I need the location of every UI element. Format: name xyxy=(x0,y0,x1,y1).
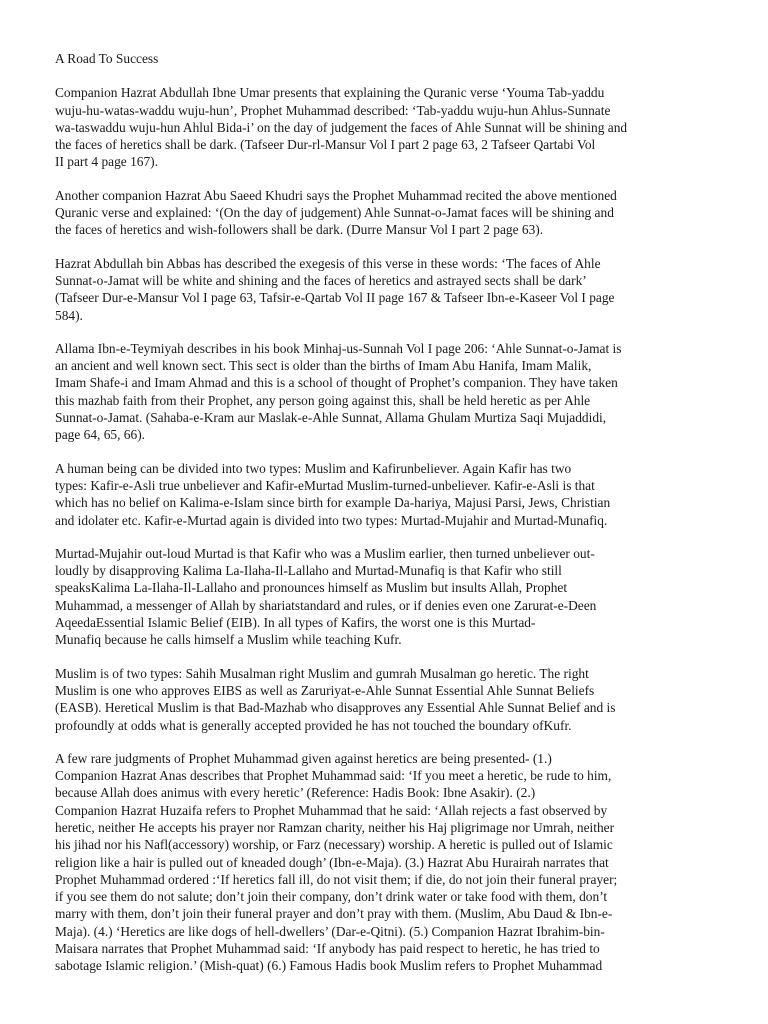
text-line: an ancient and well known sect. This sect is older than the births of Imam Abu Hanifa, Imam Malik, xyxy=(55,358,592,374)
text-line: which has no belief on Kalima-e-Islam since birth for example Da-hariya, Majusi Parsi, Jews, Christian xyxy=(55,495,611,511)
paragraph xyxy=(55,665,715,734)
document-page xyxy=(55,50,715,991)
text-line: speaksKalima La-Ilaha-Il-Lallaho and pronounces himself as Muslim but insults Allah, Prophet xyxy=(55,580,568,596)
text-line: 584). xyxy=(55,307,83,323)
text-line: Muhammad, a messenger of Allah by shariatstandard and rules, or if denies even one Zarurat-e-Deen xyxy=(55,597,597,613)
text-line: Companion Hazrat Anas describes that Prophet Muhammad said: ‘If you meet a heretic, be rude to him, xyxy=(55,768,612,784)
text-line: (EASB). Heretical Muslim is that Bad-Mazhab who disapproves any Essential Ahle Sunnat Belief and is xyxy=(55,700,616,716)
text-line: Another companion Hazrat Abu Saeed Khudri says the Prophet Muhammad recited the above mentioned xyxy=(55,187,617,203)
text-line: the faces of heretics and wish-followers shall be dark. (Durre Mansur Vol I part 2 page 63). xyxy=(55,222,544,238)
text-line: Maja). (4.) ‘Heretics are like dogs of hell-dwellers’ (Dar-e-Qitni). (5.) Companion Hazrat Ibrahim-bin- xyxy=(55,923,605,939)
text-line: if you see them do not salute; don’t join their company, don’t drink water or take food with them, don’t xyxy=(55,889,608,905)
text-line: Muslim is of two types: Sahih Musalman right Muslim and gumrah Musalman go heretic. The right xyxy=(55,665,589,681)
document-body xyxy=(55,84,715,974)
text-line: because Allah does animus with every heretic’ (Reference: Hadis Book: Ibne Asakir). (2.) xyxy=(55,785,536,801)
text-line: Murtad-Mujahir out-loud Murtad is that Kafir who was a Muslim earlier, then turned unbeliever out- xyxy=(55,545,595,561)
text-line: Companion Hazrat Huzaifa refers to Prophet Muhammad that he said: ‘Allah rejects a fast observed by xyxy=(55,802,608,818)
paragraph xyxy=(55,460,715,529)
text-line: Hazrat Abdullah bin Abbas has described the exegesis of this verse in these words: ‘The faces of Ahle xyxy=(55,255,601,271)
text-line: marry with them, don’t join their funeral prayer and don’t pray with them. (Muslim, Abu Daud & Ibn-e- xyxy=(55,906,613,922)
text-line: Prophet Muhammad ordered :‘If heretics fall ill, do not visit them; if die, do not join their funeral prayer; xyxy=(55,871,618,887)
text-line: Imam Shafe-i and Imam Ahmad and this is a school of thought of Prophet’s companion. They have taken xyxy=(55,375,618,391)
text-line: (Tafseer Dur-e-Mansur Vol I page 63, Tafsir-e-Qartab Vol II page 167 & Tafseer Ibn-e-Kaseer Vol I page xyxy=(55,290,615,306)
text-line: profoundly at odds what is generally accepted provided he has not touched the boundary ofKufr. xyxy=(55,717,572,733)
text-line: types: Kafir-e-Asli true unbeliever and Kafir-eMurtad Muslim-turned-unbeliever. Kafir-e-Asli is that xyxy=(55,477,595,493)
text-line: the faces of heretics shall be dark. (Tafseer Dur-rl-Mansur Vol I part 2 page 63, 2 Tafseer Qartabi Vol xyxy=(55,137,596,153)
text-line: Allama Ibn-e-Teymiyah describes in his book Minhaj-us-Sunnah Vol I page 206: ‘Ahle Sunnat-o-Jamat is xyxy=(55,340,622,356)
paragraph xyxy=(55,545,715,649)
paragraph xyxy=(55,84,715,170)
text-line: this mazhab faith from their Prophet, any person going against this, shall be held heretic as per Ahle xyxy=(55,392,591,408)
text-line: Munafiq because he calls himself a Muslim while teaching Kufr. xyxy=(55,632,402,648)
document-title: A Road To Success xyxy=(55,51,159,66)
paragraph xyxy=(55,255,715,324)
text-line: AqeedaEssential Islamic Belief (EIB). In all types of Kafirs, the worst one is this Murtad- xyxy=(55,615,536,631)
text-line: Sunnat-o-Jamat. (Sahaba-e-Kram aur Maslak-e-Ahle Sunnat, Allama Ghulam Murtiza Saqi Mujaddidi, xyxy=(55,410,607,426)
text-line: A human being can be divided into two types: Muslim and Kafirunbeliever. Again Kafir has two xyxy=(55,460,572,476)
text-line: and idolater etc. Kafir-e-Murtad again is divided into two types: Murtad-Mujahir and Murtad-Munafiq. xyxy=(55,512,608,528)
text-line: II part 4 page 167). xyxy=(55,154,158,170)
text-line: page 64, 65, 66). xyxy=(55,427,145,443)
text-line: Companion Hazrat Abdullah Ibne Umar presents that explaining the Quranic verse ‘Youma Tab-yaddu xyxy=(55,85,605,101)
text-line: sabotage Islamic religion.’ (Mish-quat) (6.) Famous Hadis book Muslim refers to Prophet Muhammad xyxy=(55,958,603,974)
paragraph xyxy=(55,340,715,444)
text-line: heretic, neither He accepts his prayer nor Ramzan charity, neither his Haj pligrimage nor Umrah, neither xyxy=(55,819,615,835)
text-line: loudly by disapproving Kalima La-Ilaha-Il-Lallaho and Murtad-Munafiq is that Kafir who still xyxy=(55,563,562,579)
paragraph xyxy=(55,187,715,239)
text-line: Maisara narrates that Prophet Muhammad said: ‘If anybody has paid respect to heretic, he has tried to xyxy=(55,941,600,957)
text-line: A few rare judgments of Prophet Muhammad given against heretics are being presented- (1.) xyxy=(55,750,552,766)
text-line: Sunnat-o-Jamat will be white and shining and the faces of heretics and astrayed sects shall be dark’ xyxy=(55,272,587,288)
text-line: his jihad nor his Nafl(accessory) worship, or Farz (necessary) worship. A heretic is pulled out of Islamic xyxy=(55,837,613,853)
text-line: wuju-hu-watas-waddu wuju-hun’, Prophet Muhammad described: ‘Tab-yaddu wuju-hun Ahlus-Sunnate xyxy=(55,102,611,118)
text-line: wa-taswaddu wuju-hun Ahlul Bida-i’ on the day of judgement the faces of Ahle Sunnat will be shining and xyxy=(55,119,628,135)
text-line: religion like a hair is pulled out of kneaded dough’ (Ibn-e-Maja). (3.) Hazrat Abu Hurairah narrates that xyxy=(55,854,609,870)
paragraph xyxy=(55,750,715,975)
text-line: Muslim is one who approves EIBS as well as Zaruriyat-e-Ahle Sunnat Essential Ahle Sunnat Beliefs xyxy=(55,682,595,698)
text-line: Quranic verse and explained: ‘(On the day of judgement) Ahle Sunnat-o-Jamat faces will be shining and xyxy=(55,205,614,221)
